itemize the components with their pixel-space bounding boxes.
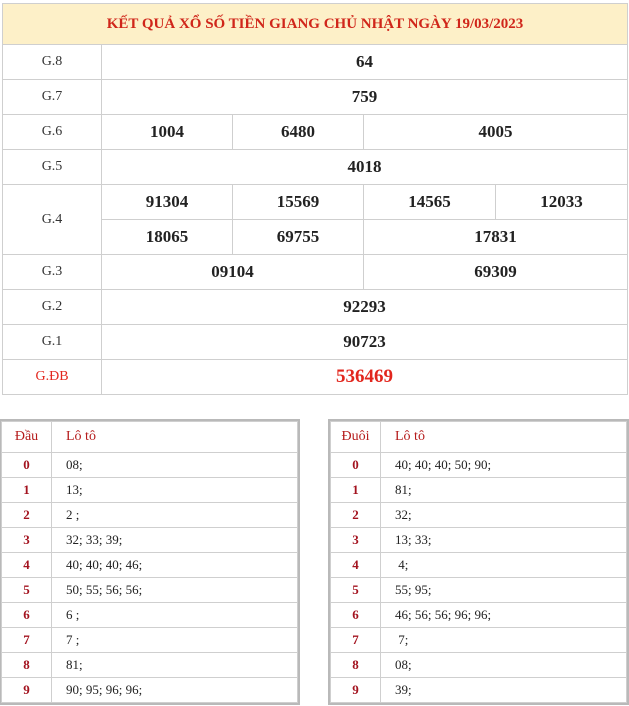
prize-label: G.6 xyxy=(3,115,102,150)
row-value: 39; xyxy=(381,678,627,703)
prize-row-g2 xyxy=(3,290,628,325)
prize-number: 91304 xyxy=(102,185,233,220)
table-row xyxy=(2,603,298,628)
table-row xyxy=(2,528,298,553)
prize-label: G.2 xyxy=(3,290,102,325)
prize-number: 92293 xyxy=(102,290,628,325)
row-value: 50; 55; 56; 56; xyxy=(52,578,298,603)
prize-number: 759 xyxy=(102,80,628,115)
row-value: 6 ; xyxy=(52,603,298,628)
duoi-header-row xyxy=(331,422,627,453)
row-value: 55; 95; xyxy=(381,578,627,603)
prize-row-g3 xyxy=(3,255,628,290)
duoi-header-value: Lô tô xyxy=(381,422,627,453)
row-key: 9 xyxy=(2,678,52,703)
row-key: 7 xyxy=(331,628,381,653)
dau-header-row xyxy=(2,422,298,453)
prize-label: G.8 xyxy=(3,45,102,80)
row-value: 7 ; xyxy=(52,628,298,653)
table-row xyxy=(2,653,298,678)
special-prize-number: 536469 xyxy=(102,360,628,395)
prize-number: 69309 xyxy=(364,255,628,290)
row-key: 1 xyxy=(331,478,381,503)
dau-loto-table xyxy=(1,421,298,703)
results-table xyxy=(2,3,628,395)
prize-number: 18065 xyxy=(102,220,233,255)
row-key: 5 xyxy=(331,578,381,603)
row-key: 8 xyxy=(331,653,381,678)
row-value: 7; xyxy=(381,628,627,653)
prize-number: 17831 xyxy=(364,220,628,255)
prize-row-g6 xyxy=(3,115,628,150)
dau-header-key: Đầu xyxy=(2,422,52,453)
row-value: 40; 40; 40; 50; 90; xyxy=(381,453,627,478)
prize-number: 4005 xyxy=(364,115,628,150)
title-row xyxy=(3,4,628,45)
row-key: 3 xyxy=(2,528,52,553)
prize-label: G.1 xyxy=(3,325,102,360)
prize-label: G.4 xyxy=(3,185,102,255)
prize-row-g8 xyxy=(3,45,628,80)
row-value: 90; 95; 96; 96; xyxy=(52,678,298,703)
table-row xyxy=(331,528,627,553)
prize-row-g7 xyxy=(3,80,628,115)
row-value: 08; xyxy=(52,453,298,478)
prize-number: 15569 xyxy=(233,185,364,220)
row-key: 2 xyxy=(2,503,52,528)
prize-label: G.5 xyxy=(3,150,102,185)
prize-number: 64 xyxy=(102,45,628,80)
prize-row-g5 xyxy=(3,150,628,185)
row-key: 4 xyxy=(2,553,52,578)
table-row xyxy=(2,628,298,653)
row-key: 9 xyxy=(331,678,381,703)
page-title: KẾT QUẢ XỔ SỐ TIỀN GIANG CHỦ NHẬT NGÀY 19/03/2023 xyxy=(3,4,628,45)
row-value: 32; 33; 39; xyxy=(52,528,298,553)
row-key: 0 xyxy=(2,453,52,478)
prize-number: 4018 xyxy=(102,150,628,185)
row-key: 5 xyxy=(2,578,52,603)
prize-number: 90723 xyxy=(102,325,628,360)
table-row xyxy=(331,453,627,478)
row-value: 46; 56; 56; 96; 96; xyxy=(381,603,627,628)
table-row xyxy=(2,678,298,703)
table-row xyxy=(331,653,627,678)
prize-number: 69755 xyxy=(233,220,364,255)
prize-row-special xyxy=(3,360,628,395)
prize-row-g4 xyxy=(3,185,628,220)
table-row xyxy=(331,603,627,628)
row-value: 13; xyxy=(52,478,298,503)
table-row xyxy=(331,503,627,528)
table-row xyxy=(2,553,298,578)
row-value: 4; xyxy=(381,553,627,578)
row-value: 32; xyxy=(381,503,627,528)
row-value: 40; 40; 40; 46; xyxy=(52,553,298,578)
row-key: 3 xyxy=(331,528,381,553)
duoi-loto-table xyxy=(330,421,627,703)
table-row xyxy=(2,578,298,603)
prize-number: 14565 xyxy=(364,185,496,220)
table-row xyxy=(331,678,627,703)
row-key: 4 xyxy=(331,553,381,578)
row-key: 8 xyxy=(2,653,52,678)
table-row xyxy=(2,478,298,503)
prize-label: G.3 xyxy=(3,255,102,290)
row-key: 6 xyxy=(2,603,52,628)
table-row xyxy=(2,503,298,528)
row-value: 81; xyxy=(52,653,298,678)
row-key: 7 xyxy=(2,628,52,653)
dau-header-value: Lô tô xyxy=(52,422,298,453)
row-value: 2 ; xyxy=(52,503,298,528)
duoi-header-key: Đuôi xyxy=(331,422,381,453)
prize-number: 1004 xyxy=(102,115,233,150)
row-key: 6 xyxy=(331,603,381,628)
prize-number: 09104 xyxy=(102,255,364,290)
row-value: 08; xyxy=(381,653,627,678)
prize-label: G.7 xyxy=(3,80,102,115)
special-prize-label: G.ĐB xyxy=(3,360,102,395)
row-value: 81; xyxy=(381,478,627,503)
table-row xyxy=(331,578,627,603)
row-value: 13; 33; xyxy=(381,528,627,553)
prize-number: 12033 xyxy=(496,185,628,220)
table-row xyxy=(2,453,298,478)
prize-number: 6480 xyxy=(233,115,364,150)
row-key: 1 xyxy=(2,478,52,503)
row-key: 0 xyxy=(331,453,381,478)
row-key: 2 xyxy=(331,503,381,528)
table-row xyxy=(331,478,627,503)
table-row xyxy=(331,628,627,653)
prize-row-g1 xyxy=(3,325,628,360)
table-row xyxy=(331,553,627,578)
